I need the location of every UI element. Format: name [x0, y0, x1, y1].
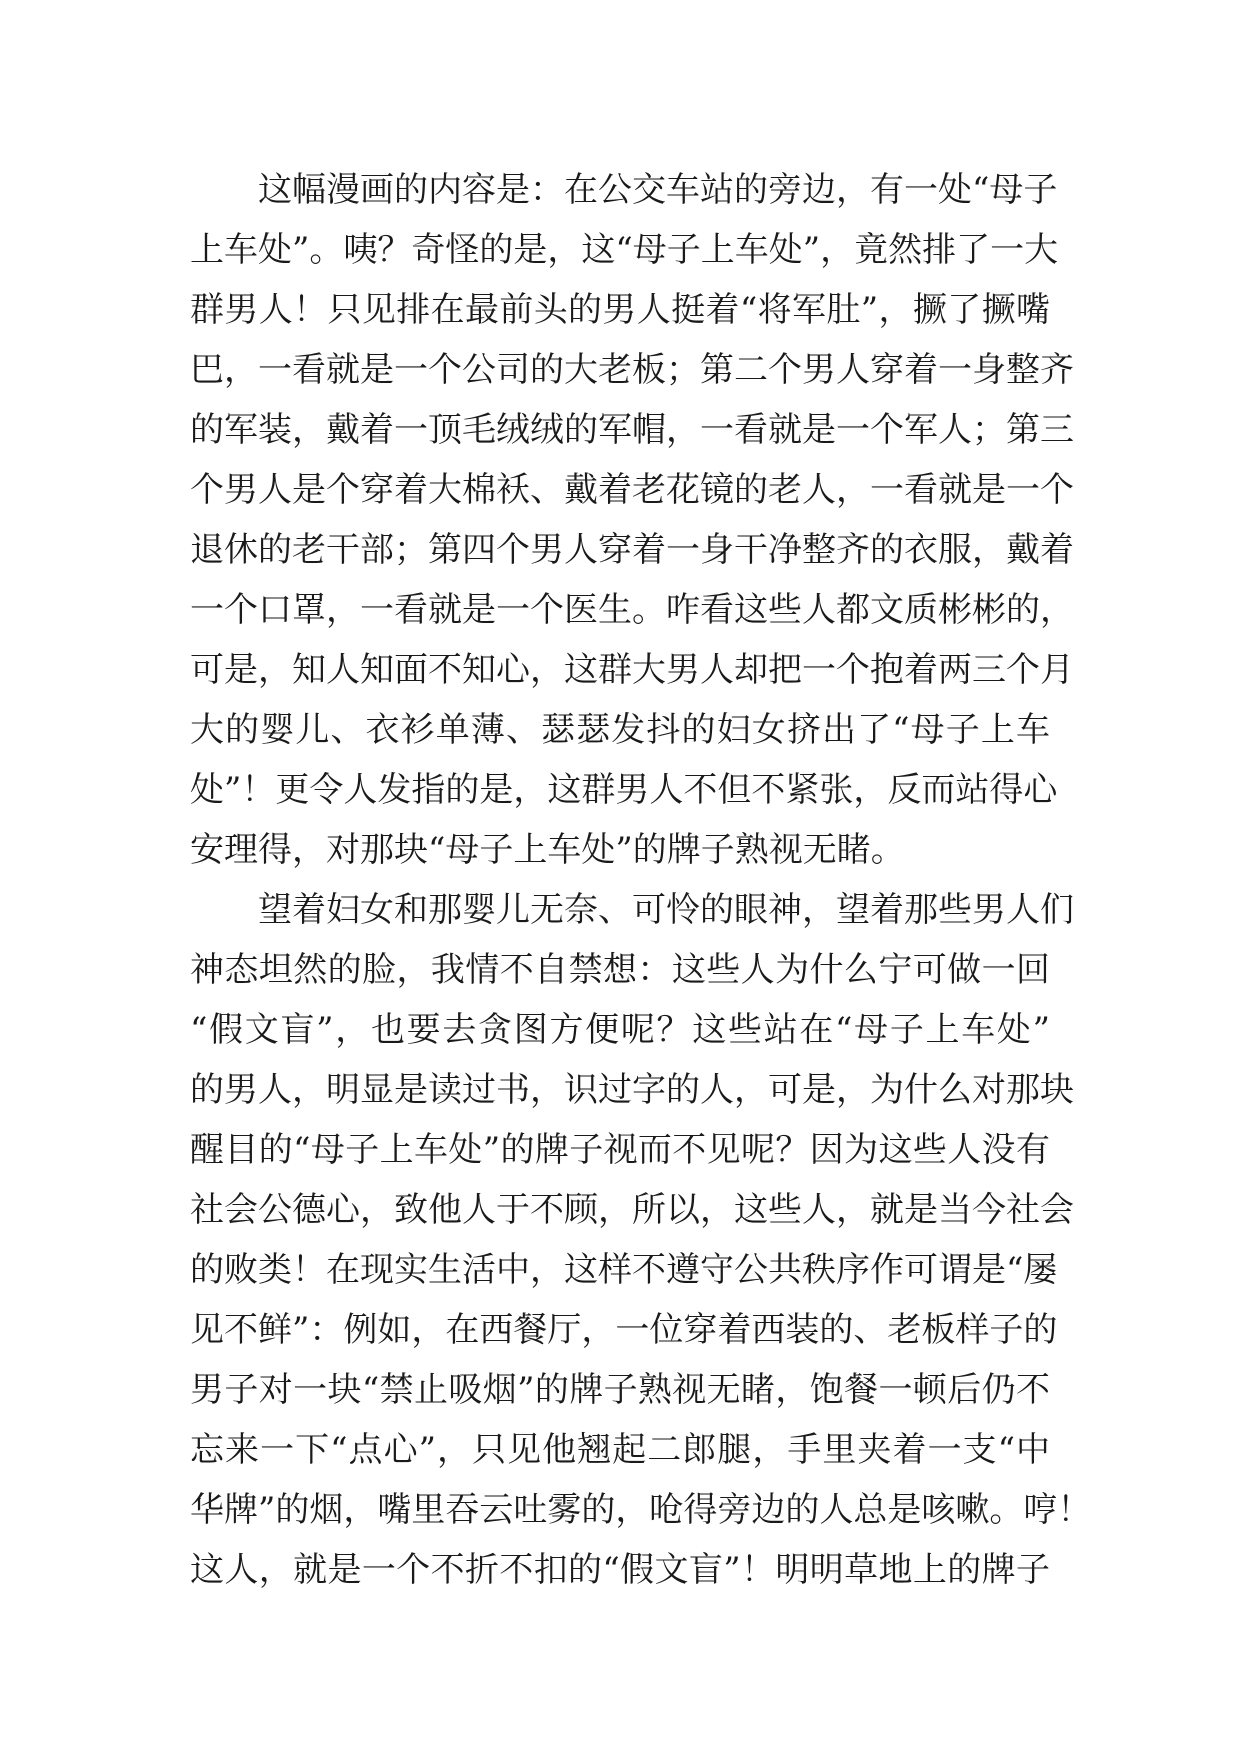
text-line: 华牌”的烟，嘴里吞云吐雾的，呛得旁边的人总是咳嗽。哼！: [190, 1490, 1092, 1530]
paragraph-2: [190, 880, 1092, 1600]
text-line: 可是，知人知面不知心，这群大男人却把一个抱着两三个月: [190, 650, 1074, 690]
text-line: 社会公德心，致他人于不顾，所以，这些人，就是当今社会: [190, 1190, 1074, 1230]
text-line: 神态坦然的脸，我情不自禁想：这些人为什么宁可做一回: [190, 950, 1050, 990]
text-line: 大的婴儿、衣衫单薄、瑟瑟发抖的妇女挤出了“母子上车: [190, 710, 1050, 750]
text-line: 这人，就是一个不折不扣的“假文盲”！明明草地上的牌子: [190, 1550, 1050, 1590]
text-line: 上车处”。咦？奇怪的是，这“母子上车处”，竟然排了一大: [190, 230, 1059, 270]
paragraph-1: [190, 160, 1074, 880]
text-line: 见不鲜”：例如，在西餐厅，一位穿着西装的、老板样子的: [190, 1310, 1058, 1350]
text-line: 忘来一下“点心”，只见他翘起二郎腿，手里夹着一支“中: [190, 1430, 1050, 1470]
text-line: 群男人！只见排在最前头的男人挺着“将军肚”，撅了撅嘴: [190, 290, 1050, 330]
text-line: 退休的老干部；第四个男人穿着一身干净整齐的衣服，戴着: [190, 530, 1074, 570]
text-line: 的军装，戴着一顶毛绒绒的军帽，一看就是一个军人；第三: [190, 410, 1074, 450]
text-line: 个男人是个穿着大棉袄、戴着老花镜的老人，一看就是一个: [190, 470, 1074, 510]
text-line: “假文盲”，也要去贪图方便呢？这些站在“母子上车处”: [190, 1010, 1050, 1050]
text-line: 这幅漫画的内容是：在公交车站的旁边，有一处“母子: [258, 170, 1058, 210]
text-line: 安理得，对那块“母子上车处”的牌子熟视无睹。: [190, 830, 905, 870]
document-body: [190, 160, 1092, 1600]
text-line: 的败类！在现实生活中，这样不遵守公共秩序作可谓是“屡: [190, 1250, 1058, 1290]
text-line: 醒目的“母子上车处”的牌子视而不见呢？因为这些人没有: [190, 1130, 1050, 1170]
text-line: 的男人，明显是读过书，识过字的人，可是，为什么对那块: [190, 1070, 1074, 1110]
text-line: 一个口罩，一看就是一个医生。咋看这些人都文质彬彬的，: [190, 590, 1074, 630]
text-line: 处”！更令人发指的是，这群男人不但不紧张，反而站得心: [190, 770, 1058, 810]
text-line: 望着妇女和那婴儿无奈、可怜的眼神，望着那些男人们: [258, 890, 1074, 930]
text-line: 男子对一块“禁止吸烟”的牌子熟视无睹，饱餐一顿后仍不: [190, 1370, 1050, 1410]
text-line: 巴，一看就是一个公司的大老板；第二个男人穿着一身整齐: [190, 350, 1074, 390]
